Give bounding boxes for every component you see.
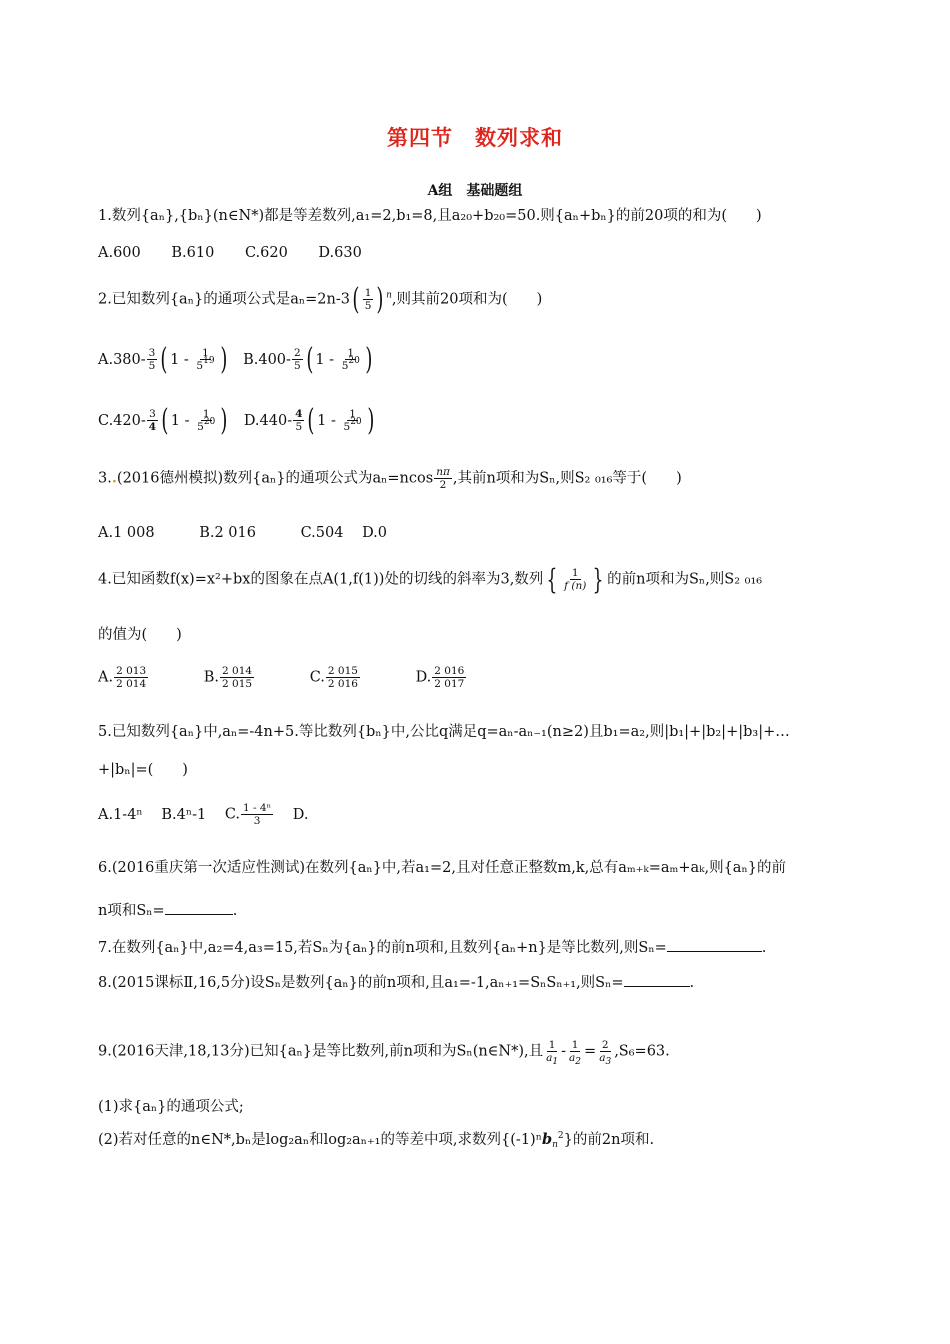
option-b: B.400- $\frac{2}{5}$ ( 1 - $\frac{1}{5^{20}}$ ): [243, 341, 373, 377]
option-c: C. $\frac{\text{1 - 4ⁿ}}{3}$: [224, 802, 272, 827]
option-a: A.380- $\frac{3}{5}$ ( 1 - $\frac{1}{5^{19}}$ ): [98, 341, 227, 377]
question-5-options: [98, 802, 334, 827]
question-8-stem: 8.(2015课标Ⅱ,16,5分)设Sₙ是数列{aₙ}的前n项和,且a₁=-1,aₙ₊₁=SₙSₙ₊₁,则Sₙ= .: [98, 972, 694, 993]
question-9-part-1: (1)求{aₙ}的通项公式;: [98, 1099, 244, 1115]
option-c: C.620: [244, 245, 288, 261]
question-5-stem-line2: +|bₙ|=( ): [98, 762, 188, 778]
question-2-options-cd: [98, 402, 376, 438]
group-heading: A组 基础题组: [427, 183, 523, 199]
option-d: D.: [292, 806, 309, 823]
option-d: D.630: [318, 245, 362, 261]
question-4-options: [98, 665, 493, 690]
option-b: B.4ⁿ-1: [161, 806, 207, 823]
page-title: 第四节 数列求和: [387, 125, 563, 150]
question-3-options: [98, 523, 413, 543]
option-a: A.1-4ⁿ: [98, 806, 143, 823]
option-c: C.420- $\frac{3}{4}$ ( 1 - $\frac{1}{5^{20}}$ ): [98, 402, 228, 438]
question-6-stem-line2: n项和Sₙ= .: [98, 900, 237, 921]
option-a: A.600: [98, 245, 141, 261]
option-b: B.610: [171, 245, 215, 261]
answer-blank[interactable]: [667, 937, 762, 952]
question-1-stem: 1.数列{aₙ},{bₙ}(n∈N*)都是等差数列,a₁=2,b₁=8,且a₂₀+b₂₀=50.则{aₙ+bₙ}的前20项的和为( ): [98, 208, 762, 224]
question-2-stem: 2.已知数列{aₙ}的通项公式是aₙ=2n-3( $\frac{1}{5}$ ) $^n$,则其前20项和为( ): [98, 281, 543, 317]
question-1-options: [98, 243, 388, 263]
option-a: A. $\frac{2 013}{2 014}$: [98, 665, 147, 690]
question-6-stem: 6.(2016重庆第一次适应性测试)在数列{aₙ}中,若a₁=2,且对任意正整数m,k,总有aₘ₊ₖ=aₘ+aₖ,则{aₙ}的前: [98, 860, 786, 876]
question-5-stem: 5.已知数列{aₙ}中,aₙ=-4n+5.等比数列{bₙ}中,公比q满足q=aₙ-aₙ₋₁(n≥2)且b₁=a₂,则|b₁|+|b₂|+|b₃|+…: [98, 724, 790, 740]
option-d: D. $\frac{2 016}{2 017}$: [415, 665, 465, 690]
question-4-stem: 4.已知函数f(x)=x²+bx的图象在点A(1,f(1))处的切线的斜率为3,数列 { $\frac{1}{f (n)}$ } 的前n项和为Sₙ,则S₂ ₀₁₆: [98, 562, 763, 596]
question-9-stem: 9.(2016天津,18,13分)已知{aₙ}是等比数列,前n项和为Sₙ(n∈N*),且 $\frac{1}{a_1}$ - $\frac{1}{a_2}$ = $\frac{2}{a_3}$ ,S₆=63.: [98, 1039, 670, 1067]
question-7-stem: 7.在数列{aₙ}中,a₂=4,a₃=15,若Sₙ为{aₙ}的前n项和,且数列{aₙ+n}是等比数列,则Sₙ= .: [98, 937, 766, 958]
option-d: D.0: [362, 525, 388, 541]
option-a: A.1 008: [98, 525, 155, 541]
question-3-stem: 3..(2016德州模拟)数列{aₙ}的通项公式为aₙ=ncos $\frac{n\pi}{2}$ ,其前n项和为Sₙ,则S₂ ₀₁₆等于( ): [98, 466, 682, 491]
option-c: C. $\frac{2 015}{2 016}$: [309, 665, 358, 690]
option-c: C.504: [300, 525, 344, 541]
fraction: $\frac{1}{5}$: [364, 287, 372, 312]
option-b: B.2 016: [199, 525, 256, 541]
option-b: B. $\frac{2 014}{2 015}$: [203, 665, 253, 690]
question-2-options-ab: [98, 341, 375, 377]
option-d: D.440- $\frac{4}{5}$ ( 1 - $\frac{1}{5^{20}}$ ): [243, 402, 375, 438]
question-4-stem-line2: 的值为( ): [98, 627, 182, 643]
answer-blank[interactable]: [624, 972, 690, 987]
question-9-part-2: (2)若对任意的n∈N*,bₙ是log₂aₙ和log₂aₙ₊₁的等差中项,求数列{(-1)ⁿb$_n^2$}的前2n项和.: [98, 1131, 655, 1150]
answer-blank[interactable]: [165, 900, 233, 915]
